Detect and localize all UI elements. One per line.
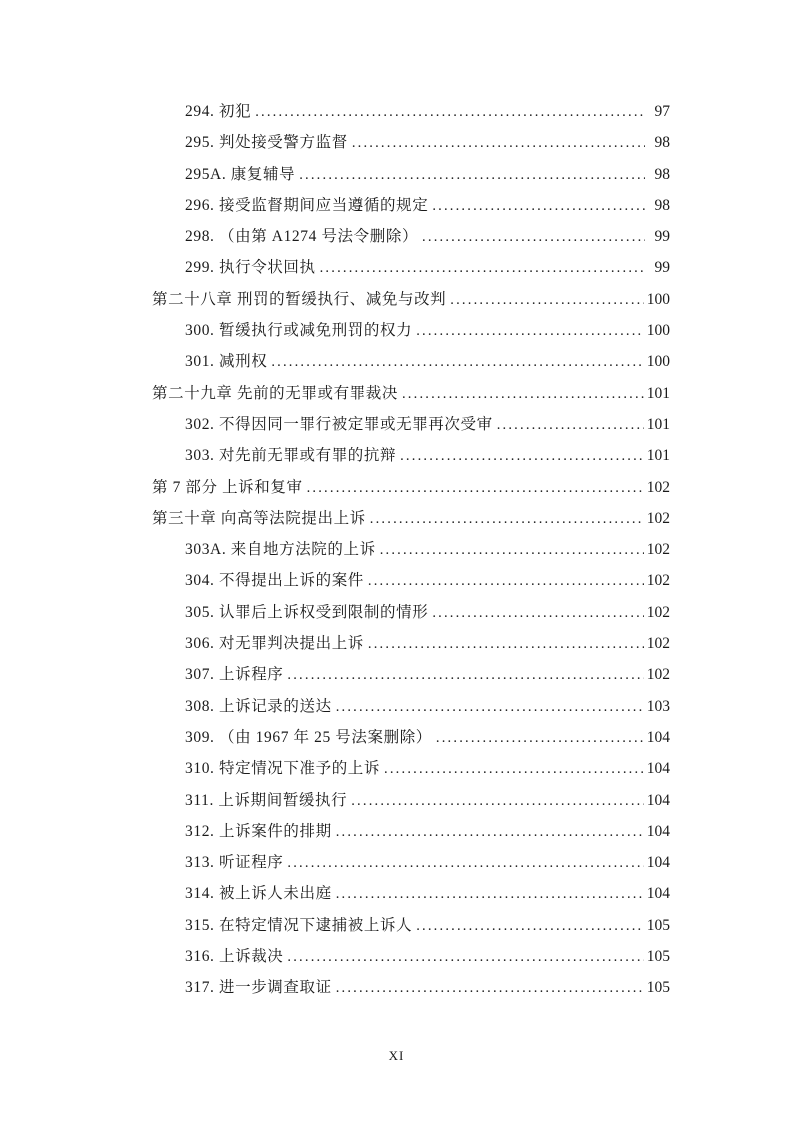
toc-entry-page-number: 104 <box>646 728 670 746</box>
toc-entry <box>152 472 670 503</box>
toc-leader-dots <box>422 221 645 253</box>
toc-entry-label: 308. 上诉记录的送达 <box>185 697 332 715</box>
toc-leader-dots <box>351 785 644 817</box>
toc-entry <box>152 659 670 690</box>
toc-leader-dots <box>436 722 644 754</box>
toc-entry-page-number: 101 <box>646 415 670 433</box>
toc-entry-label: 第二十八章 刑罚的暂缓执行、减免与改判 <box>152 290 447 308</box>
folio-page-number: XI <box>388 1048 405 1063</box>
toc-entry-label: 312. 上诉案件的排期 <box>185 822 332 840</box>
toc-entry-page-number: 105 <box>646 979 670 997</box>
toc-entry-label: 317. 进一步调查取证 <box>185 979 332 997</box>
toc-entry-label: 304. 不得提出上诉的案件 <box>185 572 364 590</box>
toc-entry <box>152 628 670 659</box>
toc-entry <box>152 221 670 252</box>
toc-entry <box>152 565 670 596</box>
toc-entry-label: 315. 在特定情况下逮捕被上诉人 <box>185 916 413 934</box>
toc-entry-label: 316. 上诉裁决 <box>185 948 284 966</box>
toc-entry <box>152 847 670 878</box>
toc-entry-label: 302. 不得因同一罪行被定罪或无罪再次受审 <box>185 415 493 433</box>
toc-entry-label: 295. 判处接受警方监督 <box>185 134 348 152</box>
toc-entry-page-number: 98 <box>654 165 670 183</box>
toc-entry-label: 第 7 部分 上诉和复审 <box>152 478 303 496</box>
toc-entry-label: 294. 初犯 <box>185 103 252 120</box>
toc-entry-page-number: 100 <box>646 353 670 371</box>
toc-entry-label: 314. 被上诉人未出庭 <box>185 885 332 903</box>
toc-leader-dots <box>450 284 643 316</box>
toc-entry <box>152 190 670 221</box>
toc-entry-label: 第二十九章 先前的无罪或有罪裁决 <box>152 384 398 402</box>
toc-leader-dots <box>402 378 644 410</box>
toc-leader-dots <box>370 503 644 535</box>
toc-leader-dots <box>384 753 644 785</box>
toc-entry-page-number: 101 <box>646 384 670 402</box>
toc-entry-page-number: 98 <box>654 134 670 152</box>
toc-entry-page-number: 100 <box>646 322 670 340</box>
toc-leader-dots <box>287 847 643 879</box>
toc-leader-dots <box>368 565 644 597</box>
toc-entry-page-number: 104 <box>646 822 670 840</box>
toc-entry-page-number: 99 <box>654 259 670 277</box>
toc-leader-dots <box>287 659 643 691</box>
toc-entry-label: 296. 接受监督期间应当遵循的规定 <box>185 196 429 214</box>
toc-entry-page-number: 102 <box>646 478 670 496</box>
toc-entry-label: 第三十章 向高等法院提出上诉 <box>152 509 366 527</box>
toc-entry <box>152 534 670 565</box>
toc-leader-dots <box>336 972 644 1004</box>
toc-leader-dots <box>352 127 645 159</box>
toc-entry-page-number: 101 <box>646 447 670 465</box>
toc-entry-page-number: 97 <box>654 103 670 120</box>
toc-entry <box>152 440 670 471</box>
toc-entry <box>152 972 670 1003</box>
toc-entry-page-number: 99 <box>654 228 670 246</box>
toc-entry-label: 299. 执行令状回执 <box>185 259 316 277</box>
toc-entry-label: 298. （由第 A1274 号法令删除） <box>185 228 419 246</box>
toc-leader-dots <box>299 159 645 191</box>
toc-entry <box>152 346 670 377</box>
toc-entry-label: 306. 对无罪判决提出上诉 <box>185 635 364 653</box>
toc-leader-dots <box>432 597 643 629</box>
toc-leader-dots <box>368 628 644 660</box>
toc-leader-dots <box>432 190 645 222</box>
toc-entry-label: 311. 上诉期间暂缓执行 <box>185 791 348 809</box>
toc-entry <box>152 597 670 628</box>
toc-entry-page-number: 104 <box>646 854 670 872</box>
toc-entry-page-number: 105 <box>646 916 670 934</box>
toc-leader-dots <box>320 252 645 284</box>
toc-entry-page-number: 98 <box>654 196 670 214</box>
toc-entry <box>152 722 670 753</box>
toc-leader-dots <box>416 315 644 347</box>
toc-entry <box>152 785 670 816</box>
toc-leader-dots <box>400 440 644 472</box>
toc-entry-label: 310. 特定情况下准予的上诉 <box>185 760 381 778</box>
toc-entry-page-number: 105 <box>646 948 670 966</box>
toc-entry-label: 307. 上诉程序 <box>185 666 284 684</box>
toc-entry <box>152 315 670 346</box>
toc-entry-page-number: 100 <box>646 290 670 308</box>
toc-entry <box>152 96 670 127</box>
toc-entry <box>152 378 670 409</box>
toc-entry-label: 303. 对先前无罪或有罪的抗辩 <box>185 447 397 465</box>
toc-entry-page-number: 102 <box>646 572 670 590</box>
toc-entry-label: 301. 减刑权 <box>185 353 268 371</box>
toc-leader-dots <box>336 816 644 848</box>
toc-entry-page-number: 104 <box>646 791 670 809</box>
toc-leader-dots <box>255 96 645 128</box>
toc-leader-dots <box>336 878 644 910</box>
toc-entry <box>152 159 670 190</box>
toc-entry-page-number: 102 <box>646 509 670 527</box>
toc-leader-dots <box>416 910 644 942</box>
toc-leader-dots <box>307 472 644 504</box>
toc-entry <box>152 252 670 283</box>
toc-entry-page-number: 102 <box>646 603 670 621</box>
toc-leader-dots <box>287 941 643 973</box>
toc-entry-page-number: 102 <box>646 541 670 559</box>
toc-entry <box>152 127 670 158</box>
toc-entry <box>152 910 670 941</box>
toc-entry <box>152 878 670 909</box>
toc-leader-dots <box>497 409 644 441</box>
toc-entry <box>152 753 670 784</box>
toc-leader-dots <box>271 346 643 378</box>
toc-entry-page-number: 102 <box>646 666 670 684</box>
toc-entry-label: 300. 暂缓执行或减免刑罚的权力 <box>185 322 413 340</box>
toc-entry-page-number: 102 <box>646 635 670 653</box>
toc-leader-dots <box>336 691 644 723</box>
toc-entry-page-number: 103 <box>646 697 670 715</box>
toc-entry-label: 309. （由 1967 年 25 号法案删除） <box>185 728 432 746</box>
toc-entry <box>152 409 670 440</box>
toc-leader-dots <box>380 534 644 566</box>
toc-entry-page-number: 104 <box>646 885 670 903</box>
toc-entry-label: 295A. 康复辅导 <box>185 165 296 183</box>
toc-entry-label: 313. 听证程序 <box>185 854 284 872</box>
page-footer <box>0 1048 793 1064</box>
toc-entry <box>152 816 670 847</box>
table-of-contents <box>152 96 670 1004</box>
toc-entry-label: 303A. 来自地方法院的上诉 <box>185 541 376 559</box>
toc-entry <box>152 503 670 534</box>
toc-entry <box>152 284 670 315</box>
toc-entry-page-number: 104 <box>646 760 670 778</box>
toc-entry <box>152 941 670 972</box>
toc-entry-label: 305. 认罪后上诉权受到限制的情形 <box>185 603 429 621</box>
toc-entry <box>152 691 670 722</box>
